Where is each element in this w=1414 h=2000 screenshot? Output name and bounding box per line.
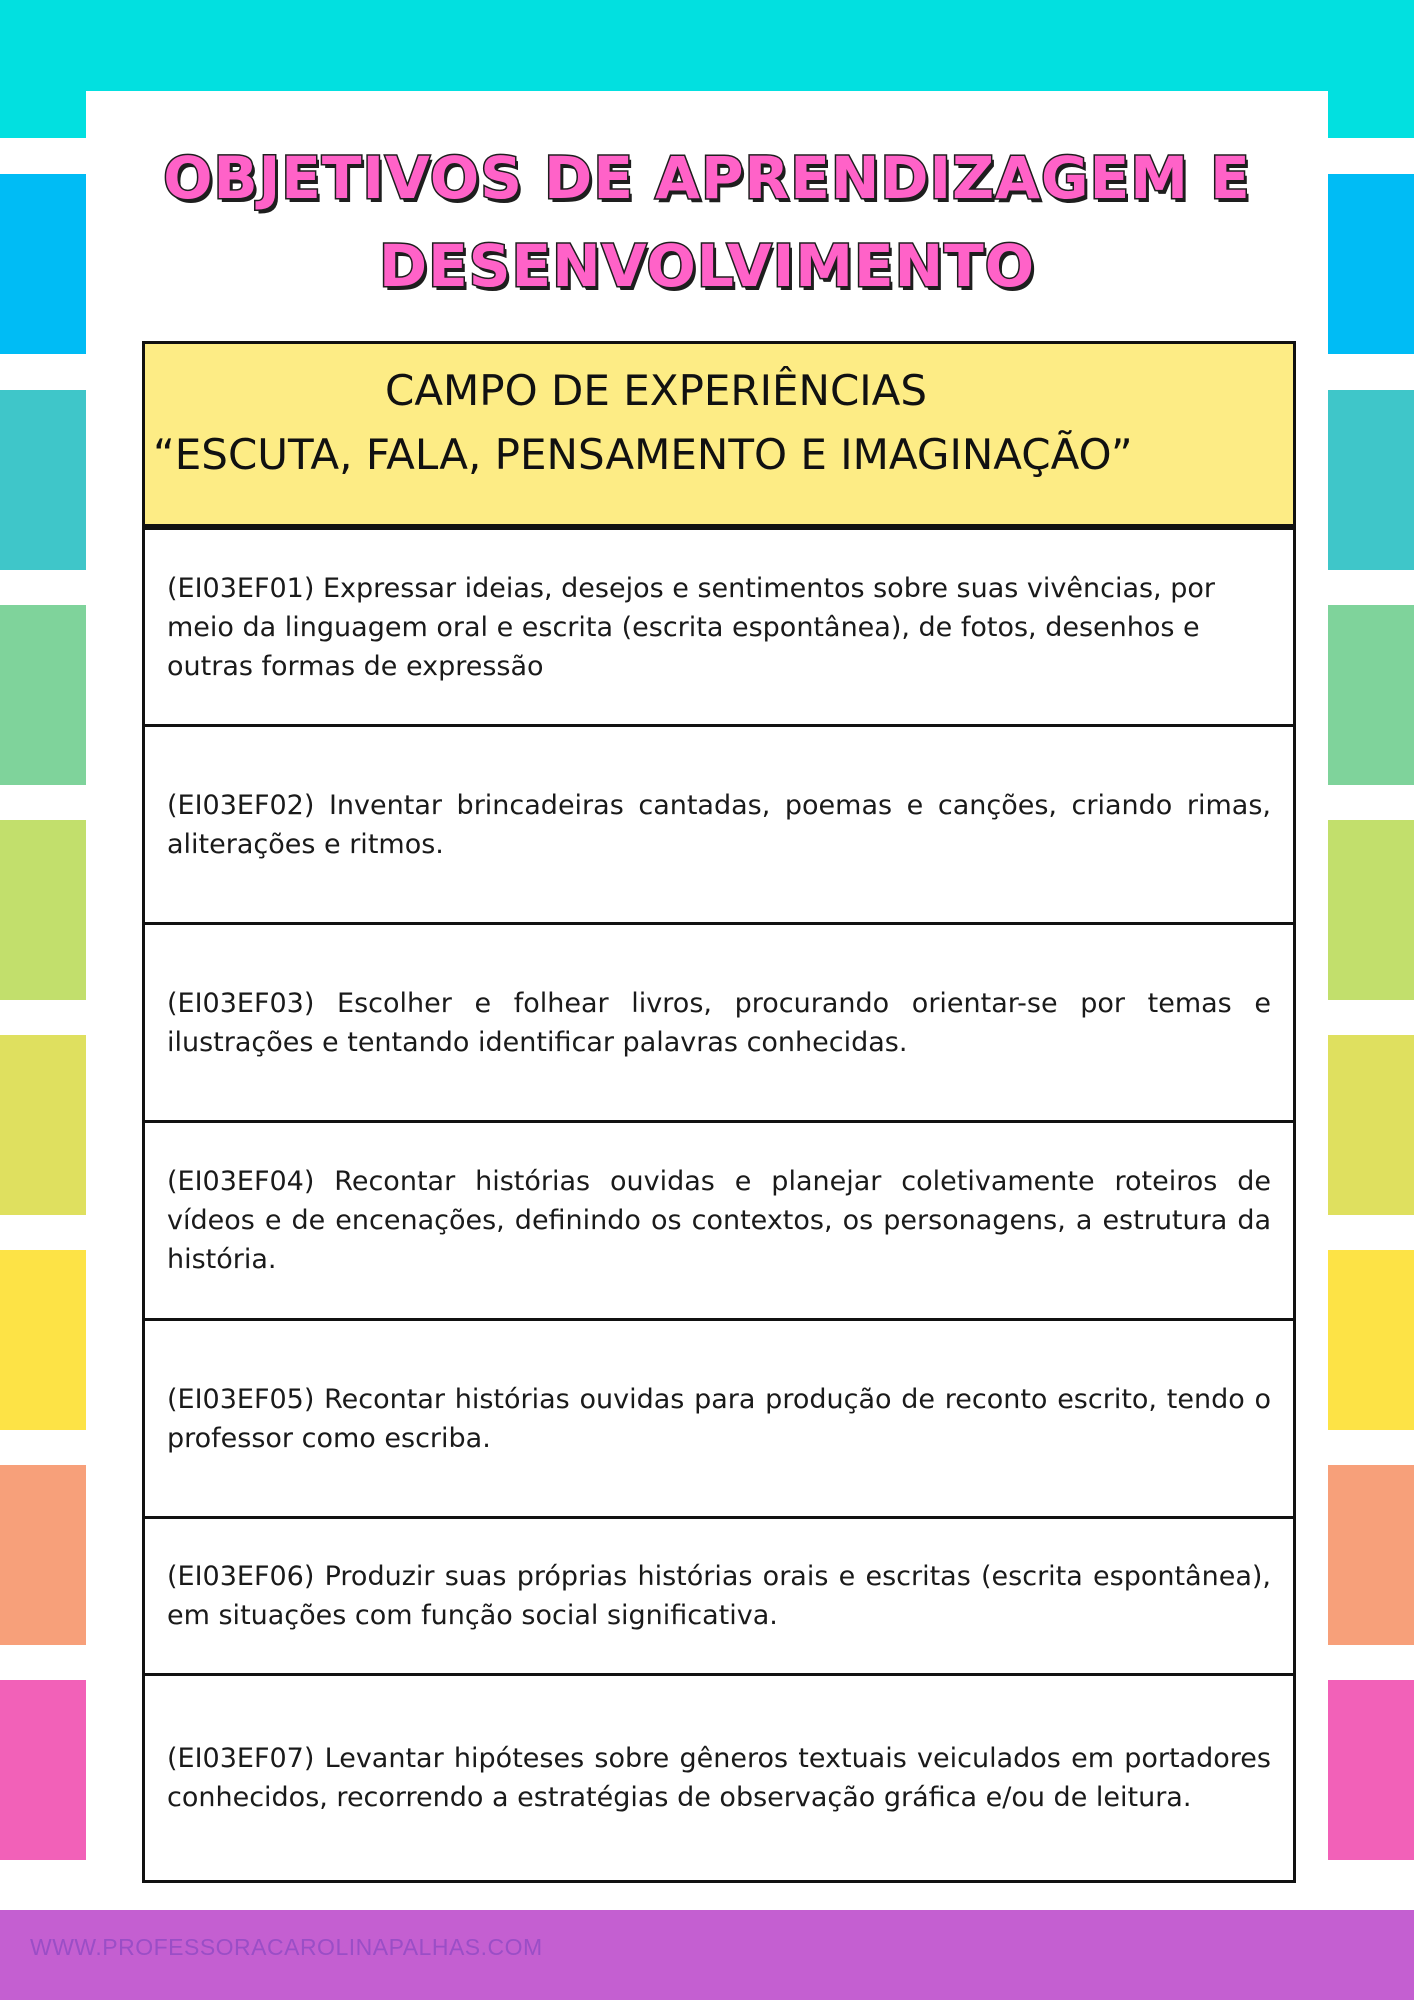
stripe-lime-left	[0, 820, 86, 1000]
table-row	[145, 922, 1293, 1120]
table-row	[145, 1516, 1293, 1673]
title-line-2: DESENVOLVIMENTO	[378, 232, 1036, 300]
objective-text: (EI03EF04) Recontar histórias ouvidas e planejar coletivamente roteiros de vídeos e de encenações, definindo os contextos, os personagens, a estrutura da história.	[167, 1166, 1271, 1275]
objective-text: (EI03EF07) Levantar hipóteses sobre gêneros textuais veiculados em portadores conhecidos, recorrendo a estratégias de observação gráfica e/ou de leitura.	[167, 1743, 1271, 1813]
stripe-teal-right	[1328, 390, 1414, 570]
table-header	[145, 344, 1293, 527]
header-field-label: CAMPO DE EXPERIÊNCIAS	[385, 366, 928, 415]
objective-text: (EI03EF02) Inventar brincadeiras cantadas, poemas e canções, criando rimas, aliterações e ritmos.	[167, 789, 1271, 860]
stripe-orange-right	[1328, 1465, 1414, 1645]
stripe-pink-left	[0, 1680, 86, 1860]
objective-text: (EI03EF03) Escolher e folhear livros, procurando orientar-se por temas e ilustrações e tentando identificar palavras conhecidas.	[167, 987, 1271, 1058]
page-title	[0, 134, 1414, 310]
stripe-yellowgreen-right	[1328, 1035, 1414, 1215]
table-row	[145, 1120, 1293, 1318]
table-row	[145, 724, 1293, 922]
stripe-green-left	[0, 605, 86, 785]
stripe-orange-left	[0, 1465, 86, 1645]
objectives-table	[142, 341, 1296, 1883]
stripe-green-right	[1328, 605, 1414, 785]
header-field-name: “ESCUTA, FALA, PENSAMENTO E IMAGINAÇÃO”	[153, 430, 1133, 479]
stripe-teal-left	[0, 390, 86, 570]
title-line-1: OBJETIVOS DE APRENDIZAGEM E	[163, 144, 1251, 212]
table-row	[145, 527, 1293, 724]
stripe-lime-right	[1328, 820, 1414, 1000]
table-row	[145, 1318, 1293, 1516]
stripe-pink-right	[1328, 1680, 1414, 1860]
objective-text: (EI03EF05) Recontar histórias ouvidas para produção de reconto escrito, tendo o professor como escriba.	[167, 1383, 1271, 1454]
objective-text: (EI03EF01) Expressar ideias, desejos e sentimentos sobre suas vivências, por meio da linguagem oral e escrita (escrita espontânea), de fotos, desenhos e outras formas de expressão	[167, 572, 1215, 682]
objective-text: (EI03EF06) Produzir suas próprias histórias orais e escritas (escrita espontânea), em situações com função social significativa.	[167, 1561, 1271, 1631]
stripe-yellow-left	[0, 1250, 86, 1430]
footer-website-url: WWW.PROFESSORACAROLINAPALHAS.COM	[30, 1934, 543, 1960]
stripe-yellow-right	[1328, 1250, 1414, 1430]
stripe-yellowgreen-left	[0, 1035, 86, 1215]
table-row	[145, 1673, 1293, 1880]
